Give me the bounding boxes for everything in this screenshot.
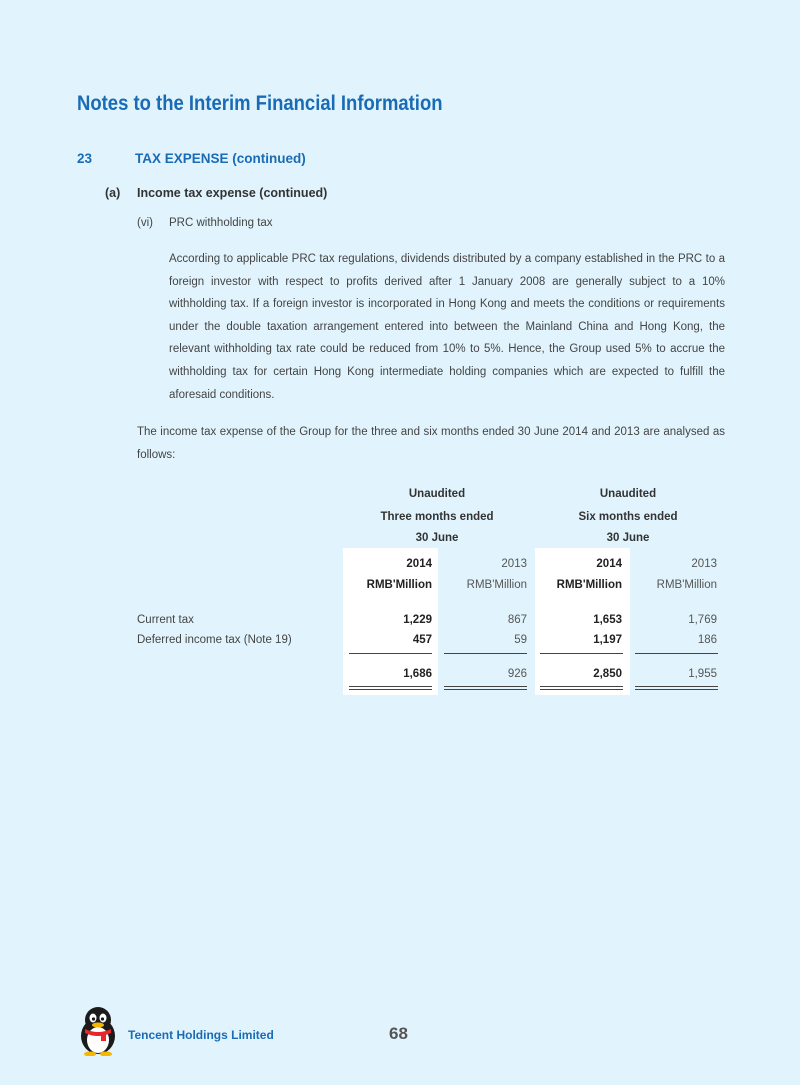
subsection-label: (a) <box>105 186 121 200</box>
table-cell: 59 <box>514 634 527 646</box>
row-label: Current tax <box>137 614 194 626</box>
column-year: 2014 <box>596 558 622 570</box>
group-line3: 30 June <box>415 532 459 544</box>
subsection-title: Income tax expense (continued) <box>137 186 328 200</box>
total-double-rule <box>540 686 623 690</box>
table-cell: 1,769 <box>688 614 717 626</box>
group-line1: Unaudited <box>599 488 657 500</box>
subsubsection-heading <box>137 217 273 229</box>
penguin-logo-icon <box>76 1006 120 1056</box>
subsection-heading <box>105 186 327 200</box>
table-cell: 457 <box>412 634 432 646</box>
subtotal-rule <box>349 653 432 654</box>
total-double-rule <box>635 686 718 690</box>
section-heading <box>77 151 306 166</box>
subtotal-rule <box>444 653 527 654</box>
footer-company-name: Tencent Holdings Limited <box>128 1028 274 1042</box>
group-line2: Six months ended <box>578 511 678 523</box>
table-cell: 867 <box>507 614 527 626</box>
group-line1: Unaudited <box>408 488 466 500</box>
withholding-paragraph: According to applicable PRC tax regulations, dividends distributed by a company established in the PRC to a foreign investor with respect to profits derived after 1 January 2008 are generally subject to a 10% withholding tax. If a foreign investor is incorporated in Hong Kong and meets the conditions or requirements under the double taxation arrangement entered into between the Mainland China and Hong Kong, the relevant withholding tax rate could be reduced from 10% to 5%. Hence, the Group used 5% to accrue the withholding tax for certain Hong Kong intermediate holding companies which are expected to fulfill the aforesaid conditions. <box>169 253 725 401</box>
group-line2: Three months ended <box>380 511 494 523</box>
subtotal-rule <box>540 653 623 654</box>
table-cell: 186 <box>697 634 717 646</box>
page-title: Notes to the Interim Financial Information <box>77 92 443 115</box>
group-line3: 30 June <box>606 532 650 544</box>
column-unit: RMB'Million <box>656 579 717 591</box>
section-number: 23 <box>77 151 93 166</box>
table-cell: 1,653 <box>593 614 622 626</box>
subsubsection-title: PRC withholding tax <box>169 217 273 229</box>
subsubsection-label: (vi) <box>137 217 153 229</box>
table-cell: 1,197 <box>593 634 622 646</box>
table-cell: 1,229 <box>403 614 432 626</box>
intro-paragraph: The income tax expense of the Group for the three and six months ended 30 June 2014 and 2013 are analysed as follows: <box>137 426 725 461</box>
row-label: Deferred income tax (Note 19) <box>137 634 292 646</box>
total-cell: 1,955 <box>688 668 717 680</box>
column-unit: RMB'Million <box>556 579 622 591</box>
column-year: 2014 <box>406 558 432 570</box>
total-double-rule <box>349 686 432 690</box>
section-title: TAX EXPENSE (continued) <box>135 151 306 166</box>
column-year: 2013 <box>501 558 527 570</box>
column-unit: RMB'Million <box>366 579 432 591</box>
total-cell: 926 <box>507 668 527 680</box>
column-unit: RMB'Million <box>466 579 527 591</box>
total-double-rule <box>444 686 527 690</box>
page-number: 68 <box>389 1024 408 1043</box>
subtotal-rule <box>635 653 718 654</box>
column-year: 2013 <box>691 558 717 570</box>
total-cell: 1,686 <box>403 668 432 680</box>
total-cell: 2,850 <box>593 668 622 680</box>
